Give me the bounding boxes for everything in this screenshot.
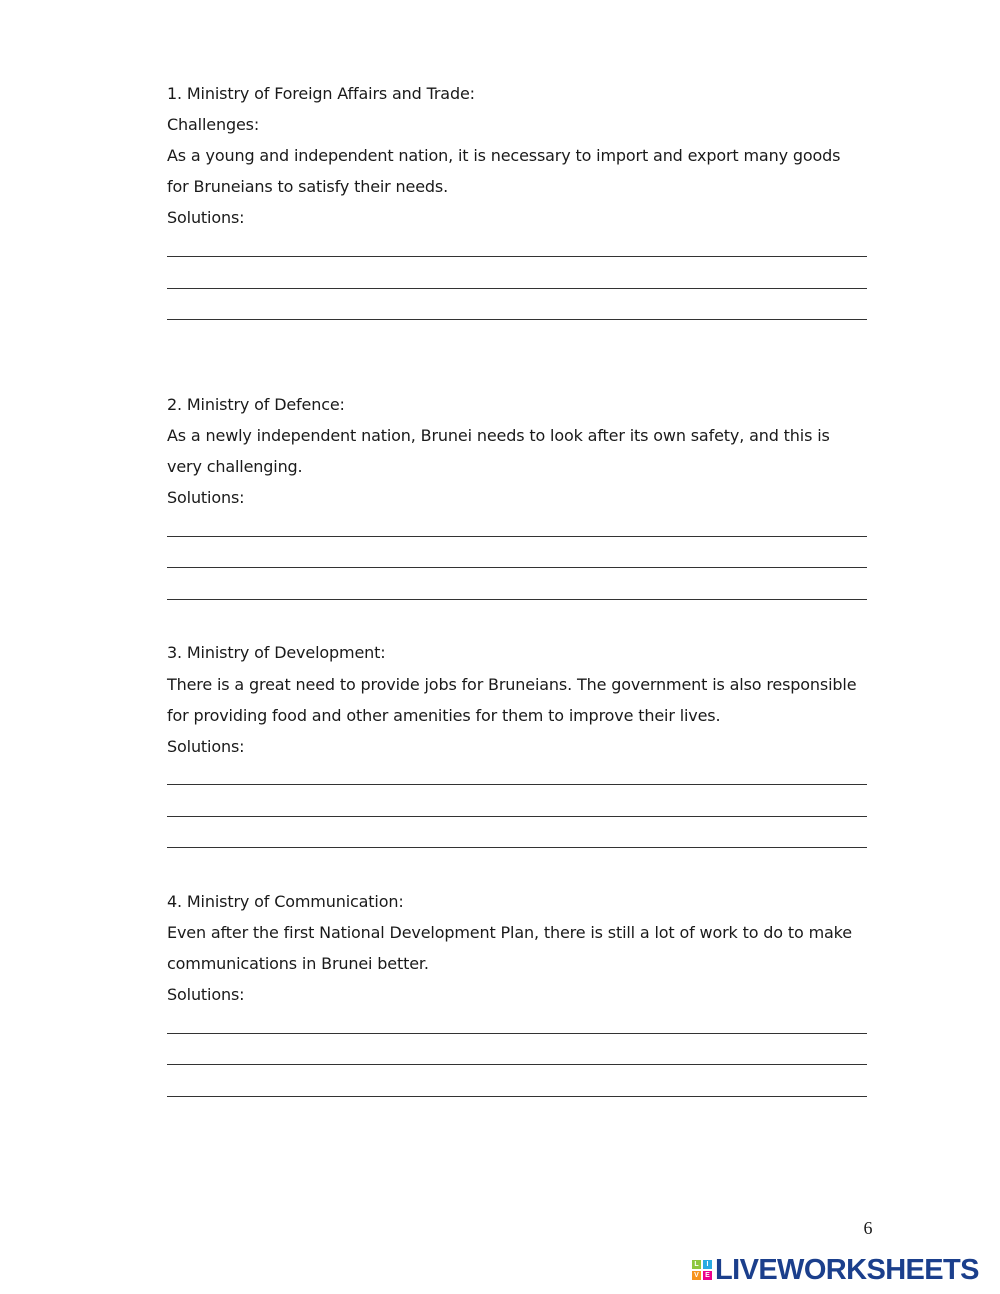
section-1-challenges-label: Challenges: (167, 115, 260, 134)
logo-cell-i: I (703, 1260, 712, 1269)
section-2-title: 2. Ministry of Defence: (167, 395, 345, 414)
section-1-answer-line-3[interactable] (167, 319, 867, 320)
section-3-text-line-2: for providing food and other amenities for them to improve their lives. (167, 706, 721, 725)
section-1-text-line-1: As a young and independent nation, it is necessary to import and export many goods (167, 146, 841, 165)
section-3-solutions-label: Solutions: (167, 737, 245, 756)
logo-cell-l: L (692, 1260, 701, 1269)
section-1-answer-line-2[interactable] (167, 288, 867, 289)
section-3-answer-line-2[interactable] (167, 816, 867, 817)
section-4-solutions-label: Solutions: (167, 985, 245, 1004)
section-1-solutions-label: Solutions: (167, 208, 245, 227)
section-4-title: 4. Ministry of Communication: (167, 892, 404, 911)
section-3-title: 3. Ministry of Development: (167, 643, 386, 662)
page-number: 6 (863, 1218, 873, 1238)
logo-cell-e: E (703, 1271, 712, 1280)
section-2-answer-line-3[interactable] (167, 599, 867, 600)
section-4-text-line-2: communications in Brunei better. (167, 954, 429, 973)
liveworksheets-brand-text: LIVEWORKSHEETS (715, 1254, 979, 1286)
section-2-text-line-1: As a newly independent nation, Brunei needs to look after its own safety, and this is (167, 426, 830, 445)
section-2-solutions-label: Solutions: (167, 488, 245, 507)
section-3-answer-line-1[interactable] (167, 784, 867, 785)
section-4-answer-line-3[interactable] (167, 1096, 867, 1097)
section-2-text-line-2: very challenging. (167, 457, 303, 476)
section-4-answer-line-2[interactable] (167, 1064, 867, 1065)
section-2-answer-line-2[interactable] (167, 567, 867, 568)
section-2-answer-line-1[interactable] (167, 536, 867, 537)
logo-cell-v: V (692, 1271, 701, 1280)
section-1-answer-line-1[interactable] (167, 256, 867, 257)
section-4-text-line-1: Even after the first National Development Plan, there is still a lot of work to do to make (167, 923, 852, 942)
section-4-answer-line-1[interactable] (167, 1033, 867, 1034)
liveworksheets-logo (692, 1254, 979, 1286)
section-1-text-line-2: for Bruneians to satisfy their needs. (167, 177, 449, 196)
section-1-title: 1. Ministry of Foreign Affairs and Trade: (167, 84, 475, 103)
section-3-text-line-1: There is a great need to provide jobs for Bruneians. The government is also responsible (167, 675, 857, 694)
section-3-answer-line-3[interactable] (167, 847, 867, 848)
liveworksheets-logo-icon (692, 1260, 712, 1280)
